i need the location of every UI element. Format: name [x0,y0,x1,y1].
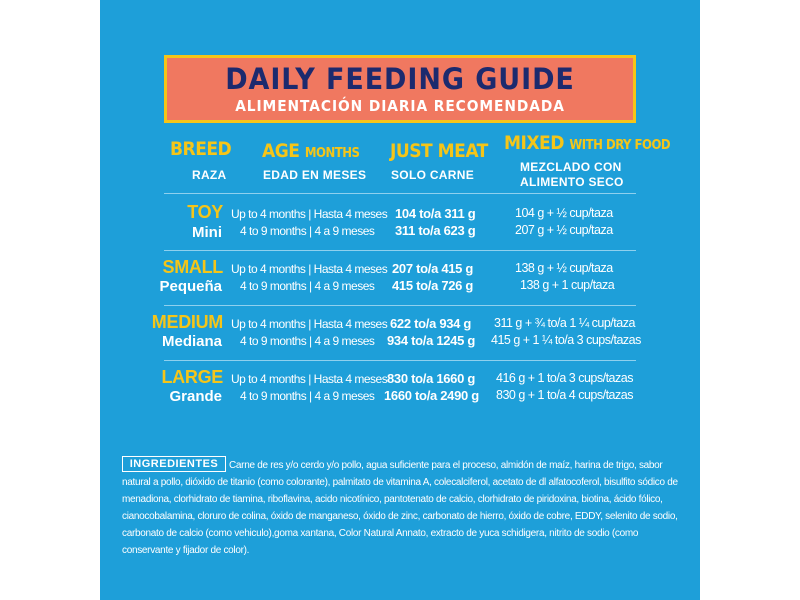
meat-cell: 1660 to/a 2490 g [384,388,479,403]
breed-label-es: Mediana [161,333,222,350]
header-mixed-es-line2: ALIMENTO SECO [520,175,624,189]
header-age-unit: MONTHS [304,146,360,161]
breed-label: TOY [187,202,223,222]
mixed-cell: 138 g + 1 cup/taza [520,278,615,292]
mixed-cell: 415 g + 1 ¼ to/a 3 cups/tazas [491,333,641,347]
header-divider [164,193,636,194]
breed-label-es: Mini [192,224,222,241]
row-divider [164,360,636,361]
header-mixed [504,132,670,154]
breed-label: LARGE [161,367,223,387]
breed-label: MEDIUM [151,312,223,332]
mixed-cell: 104 g + ½ cup/taza [515,206,613,220]
header-mixed-es [520,160,624,190]
header-meat-es: SOLO CARNE [391,168,475,182]
breed-label-es: Grande [169,388,222,405]
meat-cell: 104 to/a 311 g [395,206,476,221]
header-age-label: AGE [262,140,300,162]
age-cell: 4 to 9 months | 4 a 9 meses [240,389,375,403]
feeding-guide-panel [100,0,700,600]
header-mixed-label: MIXED [504,132,564,154]
meat-cell: 207 to/a 415 g [392,261,474,276]
header-age-es: EDAD EN MESES [263,168,367,182]
age-cell: Up to 4 months | Hasta 4 meses [231,317,388,331]
mixed-cell: 311 g + ¾ to/a 1 ¼ cup/taza [494,316,635,330]
mixed-cell: 416 g + 1 to/a 3 cups/tazas [496,371,633,385]
meat-cell: 622 to/a 934 g [390,316,472,331]
age-cell: Up to 4 months | Hasta 4 meses [231,262,388,276]
breed-label-es: Pequeña [159,278,222,295]
age-cell: Up to 4 months | Hasta 4 meses [231,207,388,221]
header-breed-es: RAZA [192,168,227,182]
row-divider [164,305,636,306]
row-divider [164,250,636,251]
meat-cell: 830 to/a 1660 g [387,371,475,386]
page-title: DAILY FEEDING GUIDE [225,62,575,96]
header-breed: BREED [170,138,232,160]
meat-cell: 934 to/a 1245 g [387,333,475,348]
age-cell: 4 to 9 months | 4 a 9 meses [240,224,375,238]
mixed-cell: 138 g + ½ cup/taza [515,261,613,275]
mixed-cell: 830 g + 1 to/a 4 cups/tazas [496,388,633,402]
header-mixed-es-line1: MEZCLADO CON [520,160,622,174]
mixed-cell: 207 g + ½ cup/taza [515,223,613,237]
header-age [262,140,359,162]
breed-label: SMALL [162,257,223,277]
header-meat: JUST MEAT [390,140,488,162]
age-cell: Up to 4 months | Hasta 4 meses [231,372,388,386]
ingredients-label: INGREDIENTES [122,456,226,472]
title-banner [164,55,636,123]
meat-cell: 415 to/a 726 g [392,278,474,293]
header-mixed-suffix: WITH DRY FOOD [569,138,671,153]
age-cell: 4 to 9 months | 4 a 9 meses [240,279,375,293]
meat-cell: 311 to/a 623 g [395,223,476,238]
page-subtitle: ALIMENTACIÓN DIARIA RECOMENDADA [235,97,565,115]
ingredients-text: Carne de res y/o cerdo y/o pollo, agua suficiente para el proceso, almidón de maíz, harina de trigo, sabor natural a pollo, dióxido de titanio (como colorante), palmitato de vitamina A, colecalciferol, acetato de dl alfatocoferol, bisulfito sódico de menadiona, clorhidrato de tiamina, riboflavina, acido nicotínico, pantotenato de calcio, clorhidrato de piridoxina, biotina, ácido fólico, cianocobalamina, cloruro de colina, óxido de manganeso, óxido de zinc, carbonato de hierro, óxido de cobre, EDDY, selenito de sodio, carbonato de calcio (como vehiculo),goma xantana, Color Natural Annato, extracto de yuca schidigera, nitrito de sodio (como conservante y fijador de color). [122,460,678,556]
age-cell: 4 to 9 months | 4 a 9 meses [240,334,375,348]
